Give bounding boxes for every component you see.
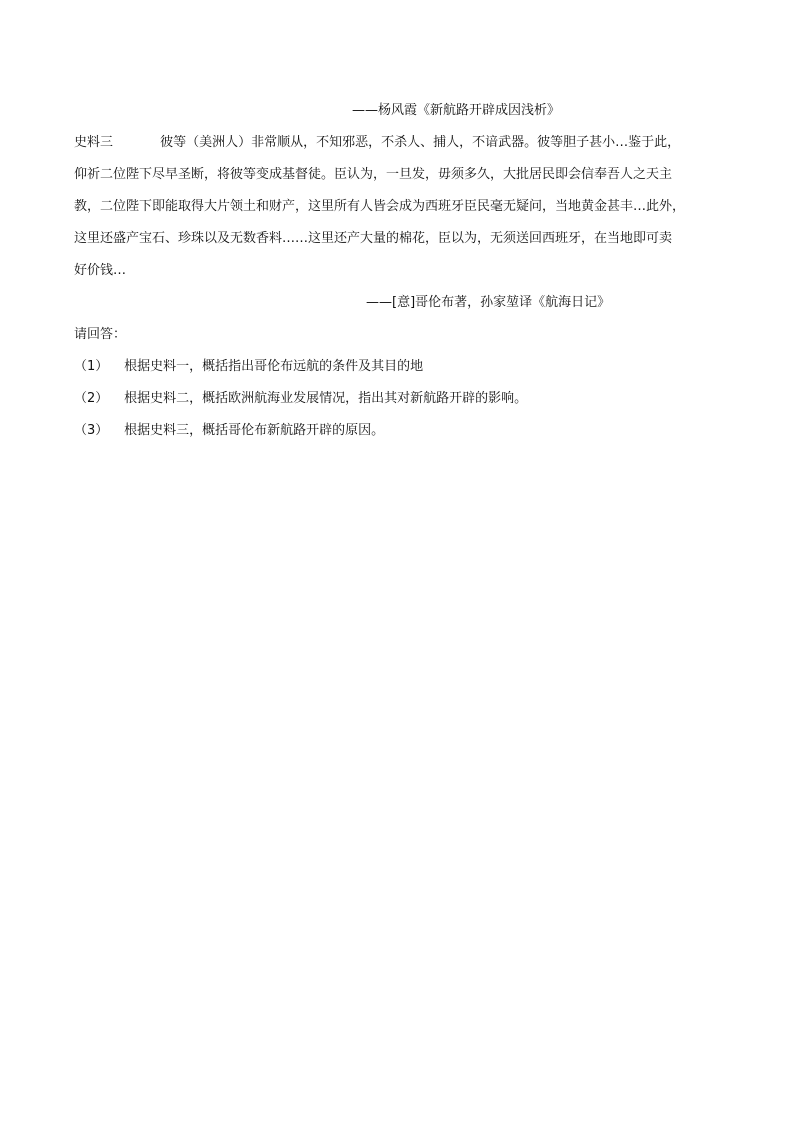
question-3-text: 根据史料三，概括哥伦布新航路开辟的原因。 xyxy=(124,423,385,438)
citation-source-3: ——[意]哥伦布著，孙家堃译《航海日记》 xyxy=(366,295,611,310)
question-1 xyxy=(74,357,734,377)
source-3-text-line-1: 彼等（美洲人）非常顺从，不知邪恶，不杀人、捕人，不谙武器。彼等胆子甚小…鉴于此， xyxy=(160,135,681,150)
answer-prompt: 请回答： xyxy=(74,327,127,342)
question-2 xyxy=(74,389,734,409)
source-3-text-line-3: 教，二位陛下即能取得大片领土和财产，这里所有人皆会成为西班牙臣民毫无疑问，当地黄金甚丰…此外， xyxy=(74,199,686,214)
source-3-text-line-4: 这里还盛产宝石、珍珠以及无数香料……这里还产大量的棉花，臣以为，无须送回西班牙，在当地即可卖 xyxy=(74,231,673,246)
question-1-text: 根据史料一，概括指出哥伦布远航的条件及其目的地 xyxy=(124,359,424,374)
source-3-text-line-2: 仰祈二位陛下尽早圣断，将彼等变成基督徒。臣认为，一旦发，毋须多久，大批居民即会信奉吾人之天主 xyxy=(74,167,673,182)
source-3-label: 史料三 xyxy=(74,135,114,150)
source-3-first-line xyxy=(74,133,734,153)
question-1-number: （1） xyxy=(74,359,109,374)
question-2-text: 根据史料二，概括欧洲航海业发展情况，指出其对新航路开辟的影响。 xyxy=(124,391,528,406)
citation-source-2: ——杨风霞《新航路开辟成因浅析》 xyxy=(352,103,561,118)
question-3 xyxy=(74,421,734,441)
question-3-number: （3） xyxy=(74,423,109,438)
source-3-text-line-5: 好价钱… xyxy=(74,263,127,278)
question-2-number: （2） xyxy=(74,391,109,406)
